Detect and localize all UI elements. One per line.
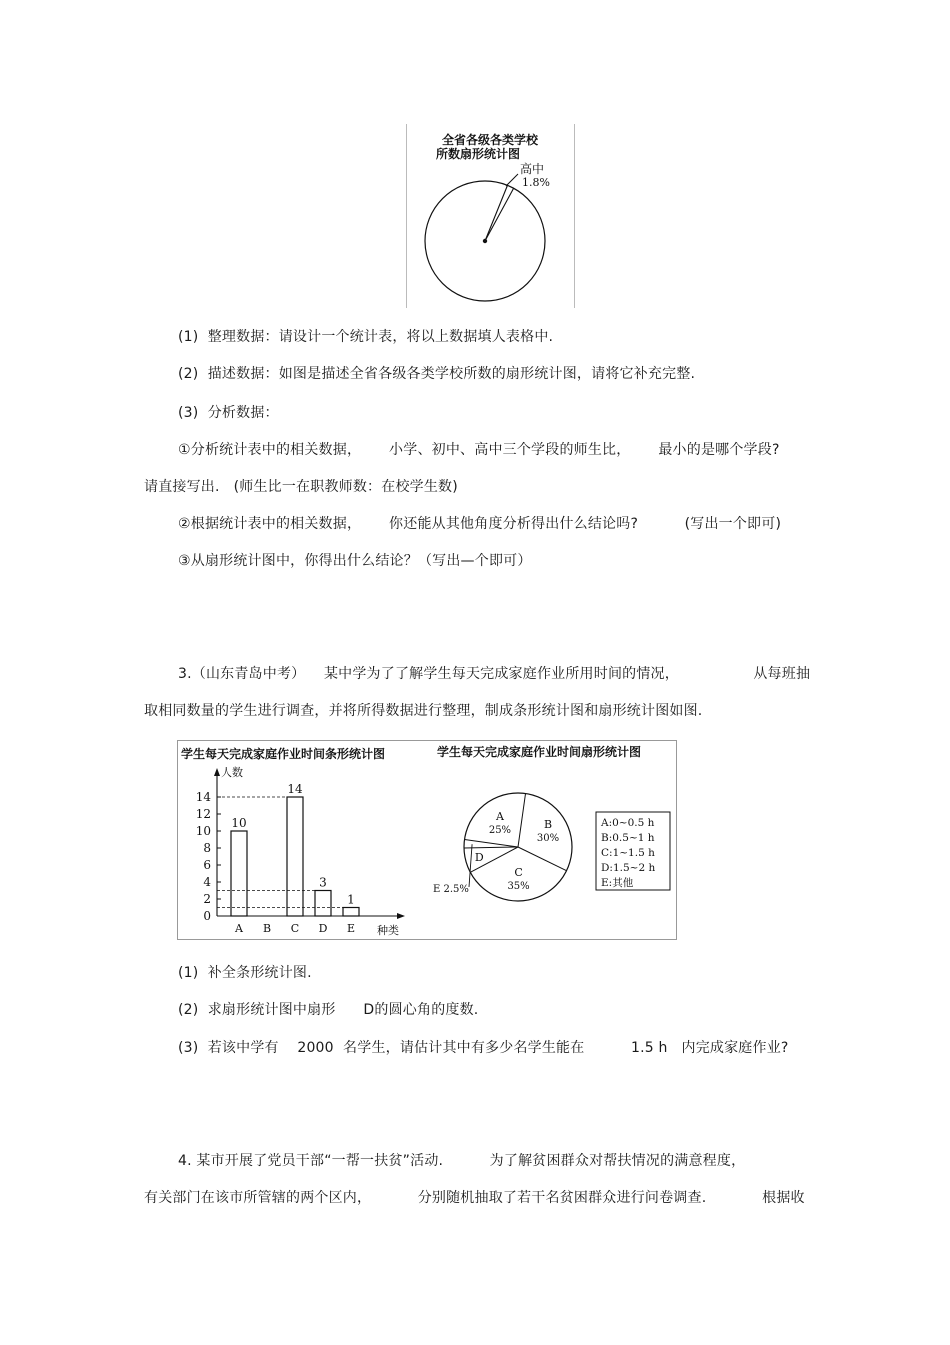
pie-slice-label-A: A — [495, 810, 504, 824]
school-pie-svg — [406, 124, 575, 308]
q2-sub1a: ①分析统计表中的相关数据， 小学、初中、高中三个学段的师生比， 最小的是哪个学段? — [178, 442, 780, 458]
bar-x-tick-label: C — [290, 922, 300, 935]
school-pie-slice-pct: 1.8% — [522, 176, 550, 189]
bar-y-tick-label: 6 — [203, 858, 211, 872]
q3-part3: (3) 若该中学有 2000 名学生，请估计其中有多少名学生能在 1.5 h 内完成家庭作业? — [178, 1040, 789, 1056]
bar-value-label: 3 — [319, 875, 327, 890]
pie-slice-label-B: B — [543, 818, 553, 832]
pie-slice-leader-E — [469, 844, 472, 887]
bar-y-tick-label: 2 — [203, 892, 211, 906]
bar-y-tick-label: 0 — [203, 909, 211, 923]
school-pie-slice-edge-1 — [485, 188, 514, 241]
school-pie-leader — [506, 174, 518, 186]
q2-part1: (1) 整理数据：请设计一个统计表，将以上数据填人表格中. — [178, 329, 554, 345]
pie-slice-label-D: D — [474, 851, 484, 865]
pie-slice-pct-C: 35% — [507, 880, 530, 892]
bar-E — [343, 908, 359, 917]
pie-legend-entry: B:0.5~1 h — [601, 832, 655, 844]
bar-value-label: 10 — [231, 816, 247, 830]
bar-x-tick-label: B — [262, 922, 272, 935]
pie-slice-edge-B — [518, 794, 526, 847]
q2-sub1b: 请直接写出. (师生比一在职教师数：在校学生数) — [144, 479, 458, 495]
pie-legend-entry: D:1.5~2 h — [601, 862, 656, 874]
q3-line2: 取相同数量的学生进行调查，并将所得数据进行整理，制成条形统计图和扇形统计图如图. — [144, 703, 703, 719]
q3-line1: 3.（山东青岛中考） 某中学为了了解学生每天完成家庭作业所用时间的情况， 从每班抽 — [178, 666, 811, 682]
bar-C — [287, 797, 303, 916]
homework-charts-svg — [177, 740, 677, 940]
pie-legend-entry: A:0~0.5 h — [601, 817, 655, 829]
pie-legend-entry: E:其他 — [601, 877, 634, 889]
pie-slice-pct-A: 25% — [488, 825, 512, 837]
bar-A — [231, 831, 247, 916]
bar-y-tick-label: 10 — [195, 824, 211, 838]
q2-part2: (2) 描述数据：如图是描述全省各级各类学校所数的扇形统计图，请将它补充完整. — [178, 366, 696, 382]
school-pie-title-2: 所数扇形统计图 — [435, 147, 521, 161]
school-pie-slice-edge-0 — [485, 185, 507, 241]
q2-sub2: ②根据统计表中的相关数据， 你还能从其他角度分析得出什么结论吗? (写出一个即可) — [178, 516, 782, 532]
bar-chart-title: 学生每天完成家庭作业时间条形统计图 — [181, 747, 386, 761]
bar-x-tick-label: A — [235, 922, 243, 935]
q2-sub3: ③从扇形统计图中，你得出什么结论？（写出—个即可） — [178, 553, 532, 569]
school-pie-center — [483, 239, 487, 243]
q4-line1: 4. 某市开展了党员干部“一帮一扶贫”活动. 为了解贫困群众对帮扶情况的满意程度， — [178, 1153, 746, 1169]
pie-slice-edge-A — [465, 839, 518, 847]
bar-y-tick-label: 14 — [195, 790, 211, 804]
pie-chart-title: 学生每天完成家庭作业时间扇形统计图 — [437, 745, 642, 759]
bar-y-tick-label: 8 — [203, 841, 211, 855]
bar-x-arrow — [397, 913, 405, 919]
bar-y-arrow — [214, 768, 220, 776]
bar-y-tick-label: 4 — [203, 875, 211, 889]
bar-x-tick-label: E — [346, 922, 356, 935]
pie-slice-edge-C — [518, 847, 567, 871]
bar-chart-ylabel: 人数 — [221, 766, 243, 779]
bar-x-tick-label: D — [318, 922, 328, 935]
q4-line2: 有关部门在该市所管辖的两个区内， 分别随机抽取了若干名贫困群众进行问卷调查. 根据收 — [144, 1190, 805, 1206]
bar-D — [315, 891, 331, 917]
bar-value-label: 14 — [287, 782, 303, 796]
pie-slice-pct-B: 30% — [536, 833, 560, 845]
q3-part1: (1) 补全条形统计图. — [178, 965, 312, 981]
pie-legend-entry: C:1~1.5 h — [601, 847, 655, 859]
q3-part2: (2) 求扇形统计图中扇形 D的圆心角的度数. — [178, 1002, 479, 1018]
bar-chart-xlabel: 种类 — [377, 924, 399, 937]
school-pie-title-1: 全省各级各类学校 — [441, 133, 539, 147]
figure-homework-charts — [177, 740, 677, 940]
pie-slice-label-C: C — [514, 865, 523, 879]
figure-school-pie — [406, 124, 575, 308]
school-pie-slice-label: 高中 — [520, 162, 545, 176]
pie-slice-label-E: E 2.5% — [433, 884, 469, 895]
q2-part3: (3) 分析数据： — [178, 405, 279, 421]
bar-value-label: 1 — [347, 892, 355, 907]
bar-y-tick-label: 12 — [195, 807, 211, 821]
